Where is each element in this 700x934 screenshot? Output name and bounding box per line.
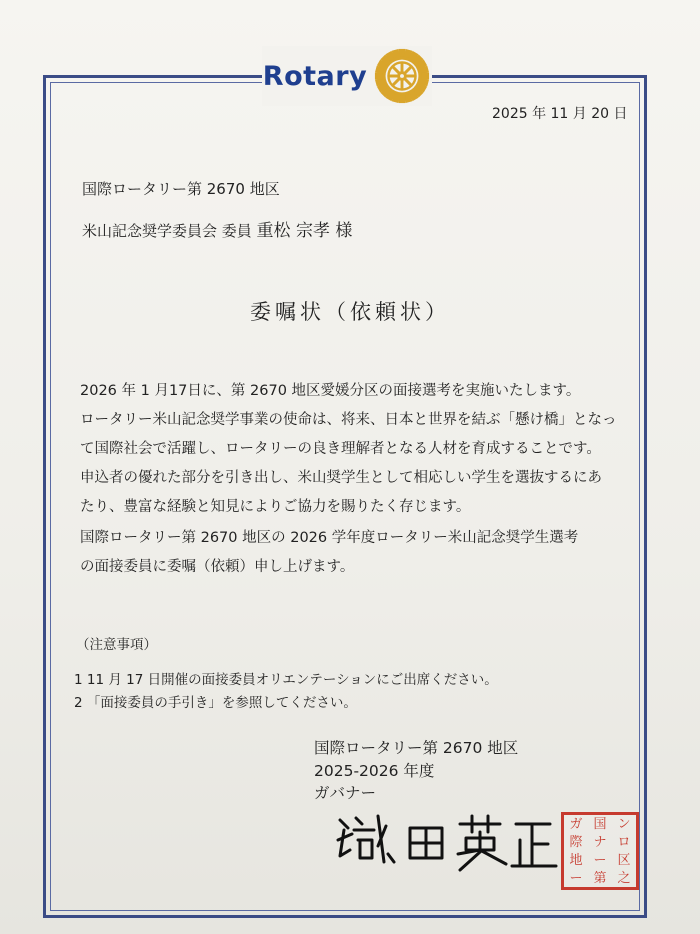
logo-text: Rotary xyxy=(262,60,368,92)
notes-heading: （注意事項） xyxy=(76,637,157,653)
seal-char: 地 xyxy=(569,852,583,868)
body-line: 申込者の優れた部分を引き出し、米山奨学生として相応しい学生を選抜するにあ xyxy=(80,470,602,486)
seal-char: 区 xyxy=(617,852,631,868)
seal-char: 国 xyxy=(593,816,607,832)
body-line: 国際ロータリー第 2670 地区の 2026 学年度ロータリー米山記念奨学生選考 xyxy=(80,530,579,546)
seal-char: ナ xyxy=(593,834,607,850)
seal-char: ー xyxy=(593,852,607,868)
note-item: 1 11 月 17 日開催の面接委員オリエンテーションにご出席ください。 xyxy=(74,672,498,688)
seal-char: ガ xyxy=(569,816,583,832)
handwritten-signature xyxy=(330,800,560,880)
addressee-name: 重松 宗孝 様 xyxy=(256,221,353,241)
body-line: て国際社会で活躍し、ロータリーの良き理解者となる人材を育成することです。 xyxy=(80,441,601,457)
sender-term: 2025-2026 年度 xyxy=(314,762,435,780)
sender-title: ガバナー xyxy=(314,784,377,802)
seal-char: ー xyxy=(569,870,583,886)
addressee-line xyxy=(82,216,352,241)
body-line: の面接委員に委嘱（依頼）申し上げます。 xyxy=(80,559,355,575)
seal-char: 第 xyxy=(593,870,607,886)
seal-char: ン xyxy=(617,816,631,832)
seal-char: ロ xyxy=(617,834,631,850)
document-date: 2025 年 11 月 20 日 xyxy=(492,106,628,122)
body-line: 2026 年 1 月17日に、第 2670 地区愛媛分区の面接選考を実施いたします。 xyxy=(80,383,581,399)
rotary-gear-icon xyxy=(373,47,431,105)
document-title: 委嘱状（依頼状） xyxy=(250,300,450,324)
rotary-logo xyxy=(262,46,432,106)
addressee-role: 米山記念奨学委員会 委員 xyxy=(82,222,257,240)
official-seal xyxy=(561,812,639,890)
addressee-organization: 国際ロータリー第 2670 地区 xyxy=(82,180,280,198)
body-line: たり、豊富な経験と知見によりご協力を賜りたく存じます。 xyxy=(80,499,471,515)
body-line: ロータリー米山記念奨学事業の使命は、将来、日本と世界を結ぶ「懸け橋」となっ xyxy=(80,412,617,428)
sender-organization: 国際ロータリー第 2670 地区 xyxy=(314,739,519,757)
seal-char: 際 xyxy=(569,834,583,850)
seal-char: 之 xyxy=(617,870,631,886)
note-item: 2 「面接委員の手引き」を参照してください。 xyxy=(74,695,357,711)
